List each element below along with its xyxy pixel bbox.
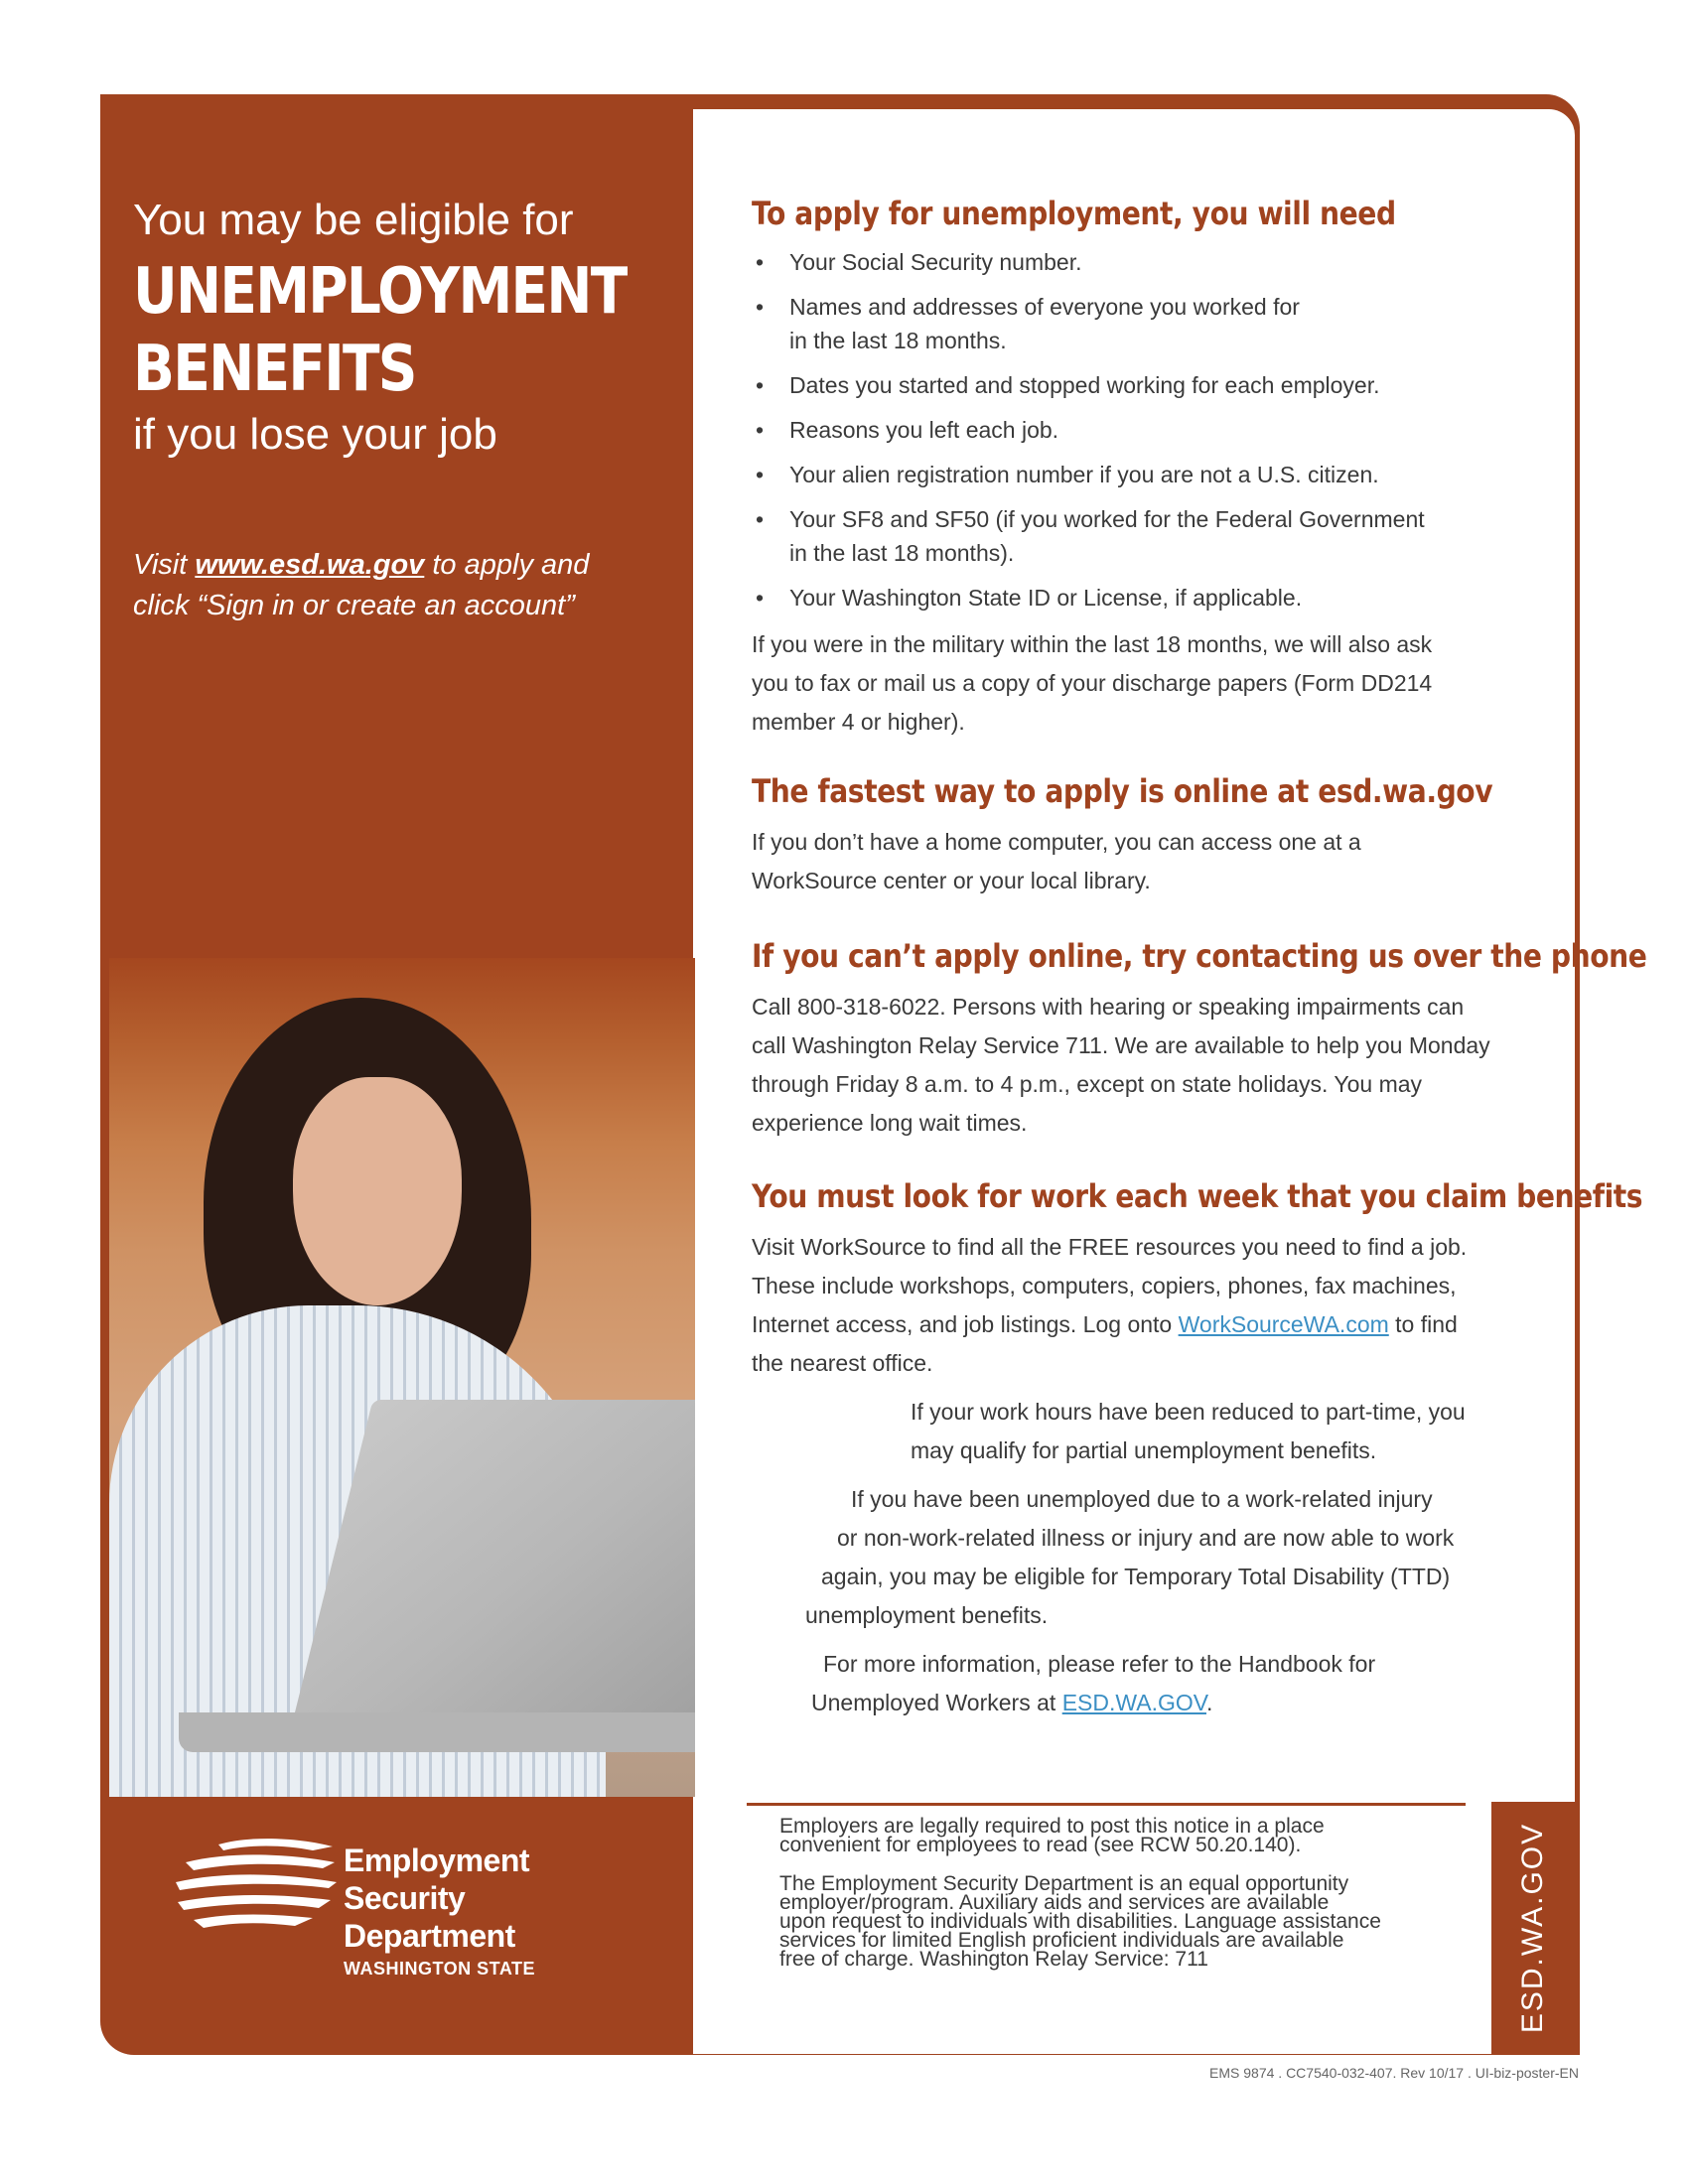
- logo-line3: Department: [344, 1918, 515, 1954]
- side-tab-label: ESD.WA.GOV: [1516, 1822, 1549, 2034]
- visit-instructions: [133, 545, 689, 626]
- worksource-text: Visit WorkSource to find all the FREE resources you need to find a job. These include workshops, computers, copiers, phones, fax machines, Internet access, and job listings. Log onto WorkSourceWA.com to find the nearest office.: [752, 1234, 1468, 1376]
- visit-suffix: to apply and: [432, 549, 590, 581]
- main-content: [752, 194, 1647, 1722]
- logo-state: WASHINGTON STATE: [344, 1959, 536, 1979]
- phone-heading: If you can’t apply online, try contacting us over the phone: [752, 937, 1647, 975]
- military-note: If you were in the military within the last 18 months, we will also ask you to fax or mail us a copy of your discharge papers (Form DD214 member 4 or higher).: [752, 631, 1433, 735]
- laptop-base: [179, 1712, 695, 1752]
- more-info-note: For more information, please refer to the Handbook for Unemployed Workers at ESD.WA.GOV.: [811, 1651, 1376, 1715]
- ttd-note: If you have been unemployed due to a work-related injury or non-work-related illness or injury and are now able to work again, you may be eligible for Temporary Total Disability (TTD) unemployment benefits.: [805, 1486, 1455, 1628]
- visit-line2: click “Sign in or create an account”: [133, 590, 575, 621]
- visit-prefix: Visit: [133, 549, 188, 581]
- hero-kicker: You may be eligible for: [133, 196, 574, 244]
- online-text: If you don’t have a home computer, you can access one at a WorkSource center or your local library.: [752, 829, 1361, 893]
- legal-notice: [779, 1817, 1465, 1988]
- logo-line1: Employment: [344, 1843, 530, 1878]
- esd-logo-icon: [174, 1837, 338, 1931]
- list-item: • Your alien registration number if you are not a U.S. citizen.: [752, 458, 1546, 491]
- list-item: • Your Social Security number.: [752, 245, 1546, 279]
- woman-with-laptop-photo: [109, 958, 695, 1797]
- hero-block: [133, 194, 689, 626]
- footer-divider: [747, 1803, 1466, 1806]
- list-item: • Dates you started and stopped working for each employer.: [752, 368, 1546, 402]
- equal-opportunity-statement: The Employment Security Department is an equal opportunity employer/program. Auxiliary aids and services are available upon request to individuals with disabilities. Language assistance services for limited English proficient individuals are available free of charge. Washington Relay Service: 711: [779, 1872, 1381, 1971]
- part-time-note: If your work hours have been reduced to part-time, you may qualify for partial unemployment benefits.: [911, 1399, 1466, 1463]
- hero-title: [133, 253, 627, 408]
- list-item: • Your SF8 and SF50 (if you worked for the Federal Government in the last 18 months).: [752, 502, 1546, 570]
- list-item: • Names and addresses of everyone you worked for in the last 18 months.: [752, 290, 1546, 357]
- list-item: • Your Washington State ID or License, if applicable.: [752, 581, 1546, 614]
- hero-title-line2: BENEFITS: [133, 333, 416, 406]
- esd-logo-text: [344, 1842, 535, 1979]
- photo-face: [293, 1077, 462, 1305]
- hero-subtitle: if you lose your job: [133, 410, 497, 459]
- posting-requirement: Employers are legally required to post this notice in a place convenient for employees to read (see RCW 50.20.140).: [779, 1815, 1325, 1856]
- esd-website-link[interactable]: www.esd.wa.gov: [195, 549, 425, 581]
- apply-requirements-list: [752, 245, 1546, 614]
- phone-text: Call 800-318-6022. Persons with hearing or speaking impairments can call Washington Relay Service 711. We are available to help you Monday through Friday 8 a.m. to 4 p.m., except on state holidays. You may experience long wait times.: [752, 994, 1490, 1136]
- work-search-heading: You must look for work each week that you claim benefits: [752, 1177, 1643, 1215]
- list-item: • Reasons you left each job.: [752, 413, 1546, 447]
- online-heading: The fastest way to apply is online at esd.wa.gov: [752, 772, 1493, 810]
- esd-handbook-link[interactable]: ESD.WA.GOV: [1061, 1690, 1206, 1715]
- worksourcewa-link[interactable]: WorkSourceWA.com: [1178, 1311, 1389, 1337]
- document-number: EMS 9874 . CC7540-032-407. Rev 10/17 . UI-biz-poster-EN: [1209, 2065, 1579, 2081]
- hero-title-line1: UNEMPLOYMENT: [133, 255, 627, 329]
- logo-line2: Security: [344, 1880, 466, 1916]
- apply-heading: To apply for unemployment, you will need: [752, 195, 1396, 232]
